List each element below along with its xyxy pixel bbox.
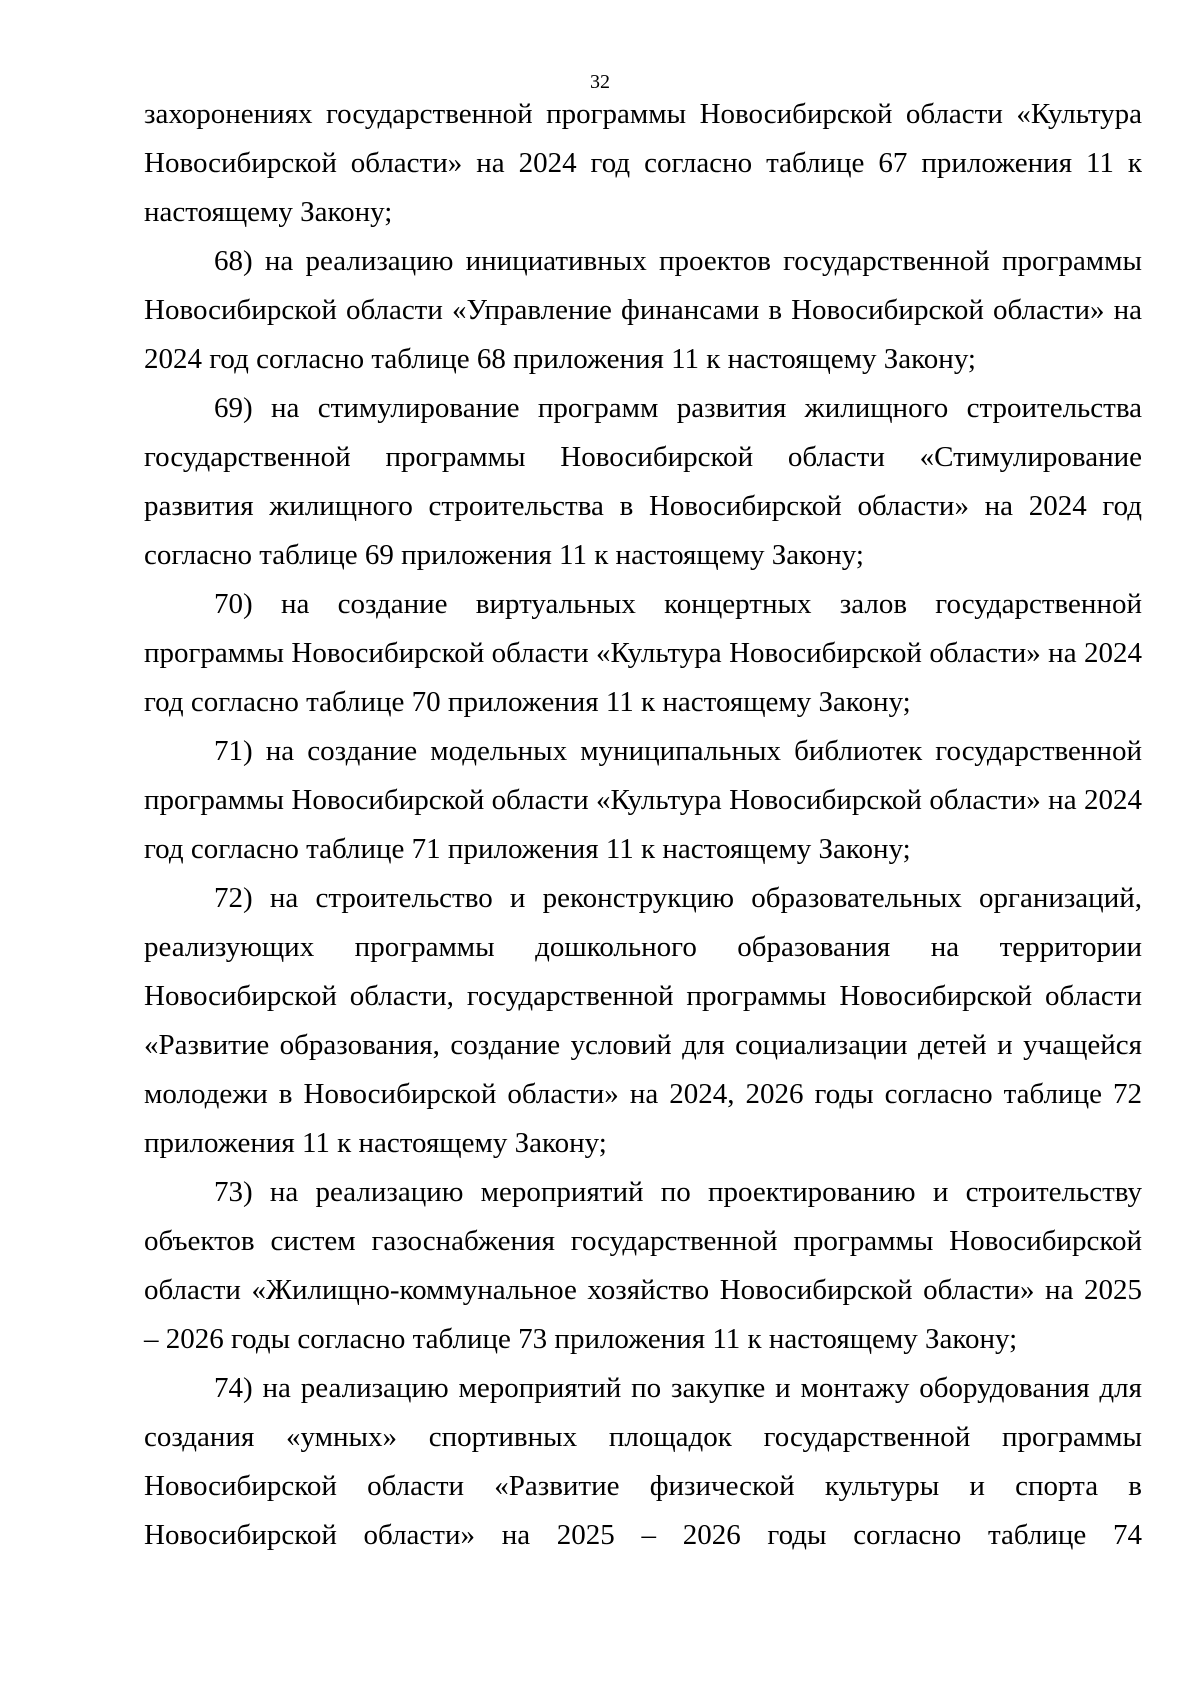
paragraph-item-68: 68) на реализацию инициативных проектов государственной программы Новосибирской области «Управление финансами в Новосибирской области» на 2024 год согласно таблице 68 приложения 11 к настоящему Закону; (144, 245, 1142, 375)
document-body (144, 90, 1142, 1560)
paragraph-item-70: 70) на создание виртуальных концертных залов государственной программы Новосибирской области «Культура Новосибирской области» на 2024 год согласно таблице 70 приложения 11 к настоящему Закону; (144, 588, 1142, 718)
paragraph-continuation: захоронениях государственной программы Новосибирской области «Культура Новосибирской области» на 2024 год согласно таблице 67 приложения 11 к настоящему Закону; (144, 98, 1142, 228)
paragraph-item-71: 71) на создание модельных муниципальных библиотек государственной программы Новосибирской области «Культура Новосибирской области» на 2024 год согласно таблице 71 приложения 11 к настоящему Закону; (144, 735, 1142, 865)
paragraph-item-69: 69) на стимулирование программ развития жилищного строительства государственной программы Новосибирской области «Стимулирование развития жилищного строительства в Новосибирской области» на 2024 год согласно таблице 69 приложения 11 к настоящему Закону; (144, 392, 1142, 571)
paragraph-item-72: 72) на строительство и реконструкцию образовательных организаций, реализующих программы дошкольного образования на территории Новосибирской области, государственной программы Новосибирской области «Развитие образования, создание условий для социализации детей и учащейся молодежи в Новосибирской области» на 2024, 2026 годы согласно таблице 72 приложения 11 к настоящему Закону; (144, 882, 1142, 1159)
paragraph-item-73: 73) на реализацию мероприятий по проектированию и строительству объектов систем газоснабжения государственной программы Новосибирской области «Жилищно-коммунальное хозяйство Новосибирской области» на 2025 – 2026 годы согласно таблице 73 приложения 11 к настоящему Закону; (144, 1176, 1142, 1355)
paragraph-item-74: 74) на реализацию мероприятий по закупке и монтажу оборудования для создания «умных» спортивных площадок государственной программы Новосибирской области «Развитие физической культуры и спорта в Новосибирской области» на 2025 – 2026 годы согласно таблице 74 (144, 1372, 1142, 1551)
page-number: 32 (590, 71, 610, 93)
